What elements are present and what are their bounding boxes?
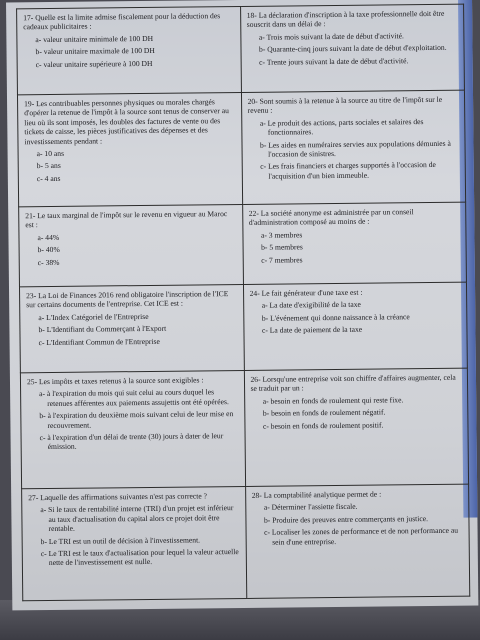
answer-option: b- L'Identifiant du Commerçant à l'Export <box>38 323 167 335</box>
answer-options <box>26 311 237 347</box>
answer-options <box>248 117 459 182</box>
question-text: 23- La Loi de Finances 2016 rend obligatoire l'inscription de l'ICE sur certains documents de l'entreprise. Cet ICE est : <box>26 289 229 310</box>
question-text: 21- Le taux marginal de l'impôt sur le revenu en vigueur au Maroc est : <box>25 209 228 230</box>
answer-options <box>28 503 239 568</box>
answer-option: b- besoin en fonds de roulement négatif. <box>262 407 386 418</box>
answer-option: c- Localiser les zones de performance et de non performance au sein d'une entreprise. <box>264 525 459 547</box>
answer-option: c- à l'expiration d'un délai de trente (30) jours à dater de leur émission. <box>39 431 224 452</box>
answer-option: b- à l'expiration du deuxième mois suivant celui de leur mise en recouvrement. <box>39 409 234 430</box>
answer-options <box>252 501 463 547</box>
question-cell <box>20 370 245 488</box>
answer-option: b- Produire des preuves entre commerçants en justice. <box>263 513 429 525</box>
answer-option: a- à l'expiration du mois qui suit celui au cours duquel les retenues afférentes aux paiements assujettis ont été opérées. <box>39 387 229 408</box>
answer-option: c- Les frais financiers et charges supportés à l'occasion de l'acquisition d'un bien immeuble. <box>260 160 436 181</box>
question-text: 17- Quelle est la limite admise fiscalement pour la déduction des cadeaux publicitaires : <box>23 11 221 32</box>
answer-option: b- Quarante-cinq jours suivant la date de début d'exploitation. <box>258 43 447 55</box>
question-cell <box>240 4 464 92</box>
answer-options <box>27 387 238 452</box>
question-cell <box>17 92 242 206</box>
exam-sheet <box>6 0 478 610</box>
answer-option: a- La date d'exigibilité de la taxe <box>261 300 361 311</box>
question-text: 20- Sont soumis à la retenue à la source au titre de l'impôt sur le revenu : <box>247 94 443 116</box>
answer-option: a- 3 membres <box>260 230 303 240</box>
answer-option: b- 40% <box>37 245 60 255</box>
question-text: 22- La société anonyme est administrée par un conseil d'administration composé au moins de : <box>248 207 414 228</box>
answer-option: b- 5 membres <box>261 242 303 253</box>
question-text: 28- La comptabilité analytique permet de : <box>251 489 382 500</box>
answer-option: c- 4 ans <box>36 173 61 183</box>
answer-option: c- Trente jours suivant la date de début d'activité. <box>259 55 409 67</box>
answer-option: c- valeur unitaire supérieure à 100 DH <box>35 58 153 69</box>
question-cell <box>244 368 469 486</box>
answer-option: c- La date de paiement de la taxe <box>261 324 363 335</box>
answer-option: c- L'Identifiant Commun de l'Entreprise <box>38 336 160 347</box>
answer-options <box>23 33 234 69</box>
answer-option: a- L'Index Catégoriel de l'Entreprise <box>38 311 149 322</box>
question-cell <box>19 284 243 372</box>
question-text: 18- La déclaration d'inscription à la taxe professionnelle doit être souscrit dans un délai de : <box>246 8 445 30</box>
answer-options <box>251 395 462 431</box>
question-cell <box>17 6 241 94</box>
question-text: 19- Les contribuables personnes physiques ou morales chargés d'opérer la retenue de l'impôt à la source sont tenus de conserver au lieu où ils sont imposés, les doubles des factures de vente ou des tickets de caisse, les pièces justificatives des dépenses et des investissements pendant : <box>24 97 229 146</box>
answer-option: b- valeur unitaire maximale de 100 DH <box>35 46 155 57</box>
question-cell <box>243 282 467 370</box>
question-cell <box>241 90 466 204</box>
answer-option: b- Le TRI est un outil de décision à l'investissement. <box>40 535 201 546</box>
answer-option: b- Les aides en numéraires servies aux populations démunies à l'occasion de sinistres. <box>259 138 451 159</box>
answer-option: a- 44% <box>37 232 60 242</box>
answer-option: a- Déterminer l'assiette fiscale. <box>263 502 358 513</box>
question-cell <box>19 204 243 286</box>
question-cell <box>22 486 247 600</box>
answer-option: c- besoin en fonds de roulement positif. <box>262 420 384 431</box>
answer-option: a- besoin en fonds de roulement qui reste fixe. <box>262 395 404 406</box>
answer-option: a- 10 ans <box>36 148 65 159</box>
question-grid <box>16 4 470 602</box>
question-text: 26- Lorsqu'une entreprise voit son chiffre d'affaires augmenter, cela se traduit par un : <box>250 372 456 394</box>
answer-options <box>250 299 461 335</box>
answer-options <box>249 229 460 265</box>
answer-option: a- valeur unitaire minimale de 100 DH <box>35 33 154 44</box>
answer-option: b- 5 ans <box>36 161 61 171</box>
answer-option: c- 7 membres <box>261 254 303 265</box>
answer-options <box>25 231 236 267</box>
answer-option: b- L'événement qui donne naissance à la créance <box>261 312 410 323</box>
answer-option: c- 38% <box>37 257 60 267</box>
answer-options <box>247 31 458 67</box>
answer-option: a- Si le taux de rentabilité interne (TRI) d'un projet est inférieur au taux d'actualisation du capital alors ce projet doit être rentable. <box>40 503 234 534</box>
question-cell <box>242 202 466 284</box>
question-text: 25- Les impôts et taxes retenus à la source sont exigibles : <box>26 375 204 387</box>
answer-options <box>25 147 236 183</box>
question-text: 27- Laquelle des affirmations suivantes n'est pas correcte ? <box>28 491 208 503</box>
question-text: 24- Le fait générateur d'une taxe est : <box>249 287 363 298</box>
answer-option: c- Le TRI est le taux d'actualisation pour lequel la valeur actuelle nette de l'investissement est nulle. <box>40 547 239 568</box>
question-cell <box>245 484 470 598</box>
answer-option: a- Le produit des actions, parts sociales et salaires des fonctionnaires. <box>259 116 424 137</box>
answer-option: a- Trois mois suivant la date de début d'activité. <box>258 31 404 42</box>
